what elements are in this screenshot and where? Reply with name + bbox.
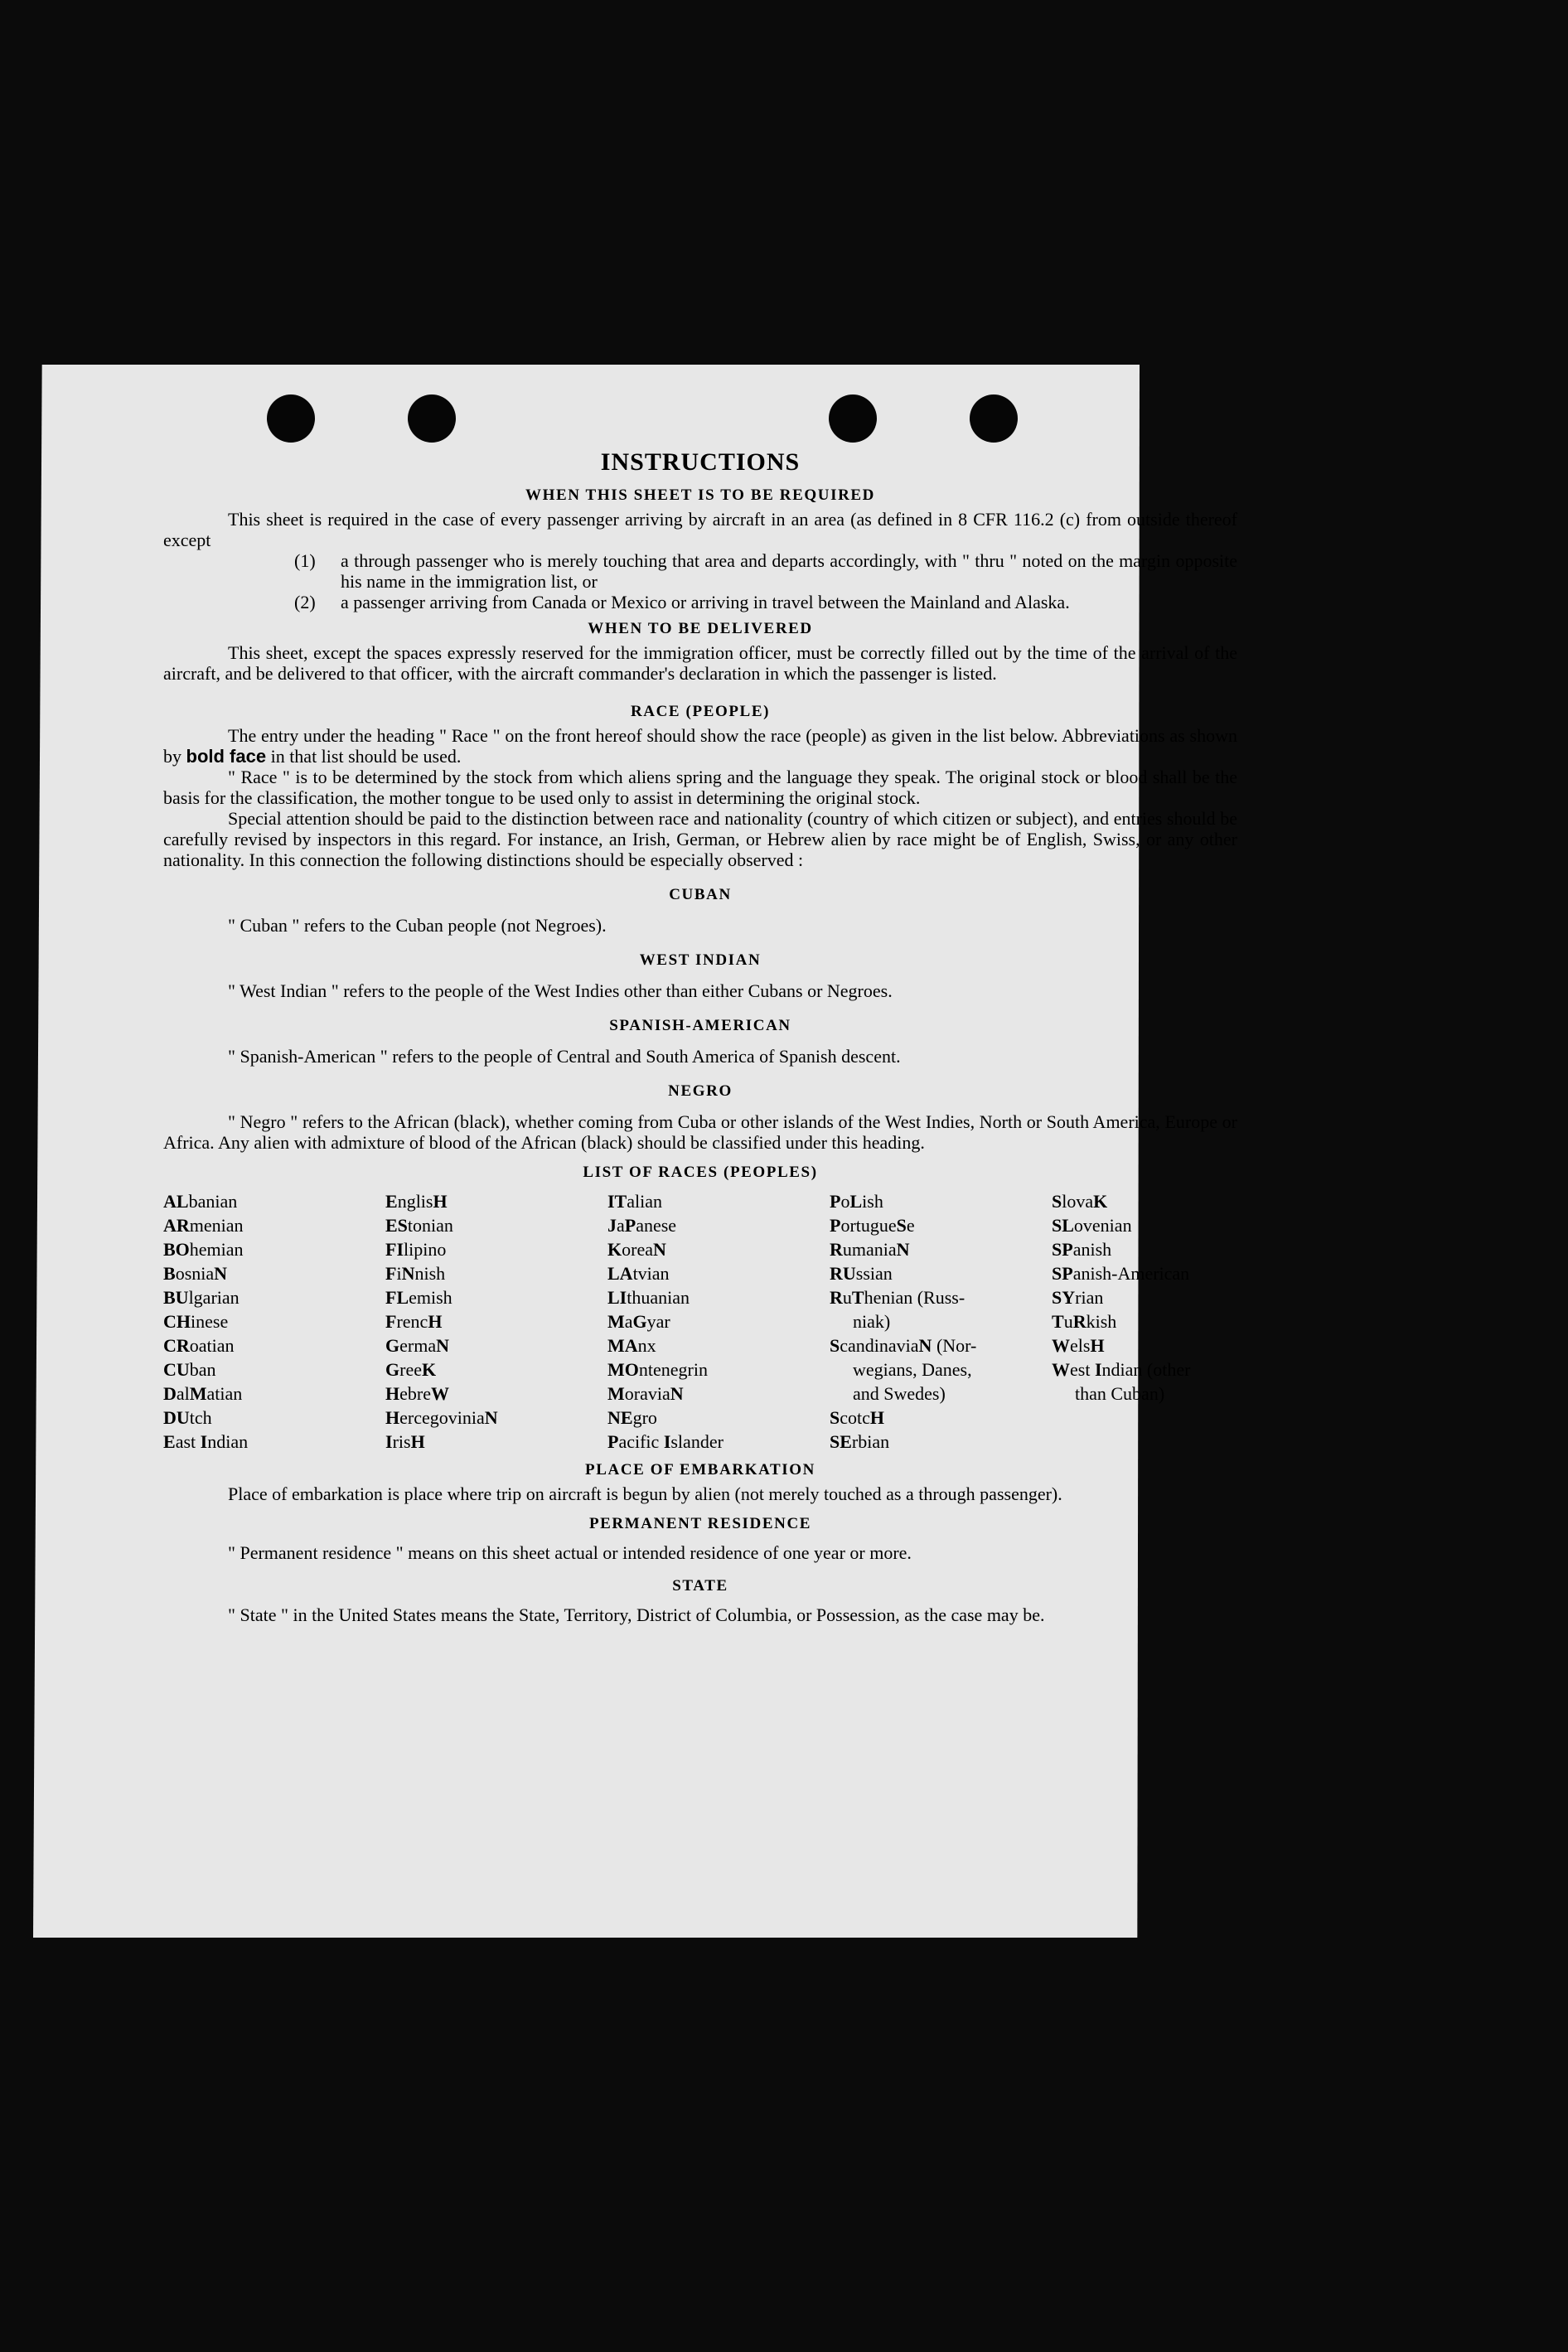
race-entry: HercegoviniaN: [385, 1407, 498, 1428]
cuban-text: " Cuban " refers to the Cuban people (not Negroes).: [228, 915, 607, 936]
race-entry: RumaniaN: [830, 1239, 910, 1260]
section-heading-west-indian: WEST INDIAN: [639, 951, 762, 969]
races-column: [163, 1189, 385, 1454]
race-entry: GermaN: [385, 1335, 449, 1356]
race-entry: FLemish: [385, 1287, 452, 1308]
state-text: " State " in the United States means the State, Territory, District of Columbia, or Possession, as the case may be.: [228, 1604, 1045, 1625]
race-entry: than Cuban): [1075, 1383, 1165, 1404]
race-text-2: " Race " is to be determined by the stock from which aliens spring and the language they speak. The original stock or blood shall be the basis for the classification, the mother tongue to be used only to assist in determining the original stock.: [163, 767, 1237, 808]
race-entry: ScotcH: [830, 1407, 885, 1428]
race-text-1: The entry under the heading " Race " on the front hereof should show the race (people) as given in the list below. Abbreviations as shown by bold face in that list should be used.: [163, 725, 1237, 767]
item-number: (2): [294, 592, 316, 612]
race-entry: niak): [853, 1311, 891, 1332]
race-entry: JaPanese: [607, 1215, 677, 1236]
race-entry: SYrian: [1052, 1287, 1104, 1308]
race-entry: WelsH: [1052, 1335, 1105, 1356]
race-entry: HebreW: [385, 1383, 449, 1404]
section-heading-embarkation: PLACE OF EMBARKATION: [585, 1461, 815, 1478]
race-entry: BosniaN: [163, 1263, 228, 1284]
race-entry: MOntenegrin: [607, 1359, 708, 1380]
race-entry: CUban: [163, 1359, 216, 1380]
race-entry: MoraviaN: [607, 1383, 684, 1404]
punch-hole: [267, 394, 315, 443]
race-entry: wegians, Danes,: [853, 1359, 972, 1380]
race-entry: SPanish-American: [1052, 1263, 1190, 1284]
races-column: [385, 1189, 607, 1454]
race-entry: East Indian: [163, 1431, 249, 1452]
race-entry: SPanish: [1052, 1239, 1112, 1260]
west-indian-text: " West Indian " refers to the people of the West Indies other than either Cubans or Negroes.: [228, 980, 893, 1001]
section-heading-cuban: CUBAN: [669, 886, 732, 903]
section-heading-race: RACE (PEOPLE): [630, 703, 771, 720]
punch-hole: [408, 394, 456, 443]
race-entry: EStonian: [385, 1215, 453, 1236]
required-text: This sheet is required in the case of every passenger arriving by aircraft in an area (as defined in 8 CFR 116.2 (c) from outside thereof except: [163, 509, 1237, 550]
item-text: a through passenger who is merely touching that area and departs accordingly, with " thru " noted on the margin opposite his name in the immigration list, or: [341, 550, 1237, 592]
instructions-content: [163, 448, 1237, 1625]
race-entry: CRoatian: [163, 1335, 235, 1356]
race-entry: ScandinaviaN (Nor-: [830, 1335, 977, 1356]
embarkation-text: Place of embarkation is place where trip on aircraft is begun by alien (not merely touched as a through passenger).: [228, 1483, 1062, 1504]
punch-hole: [829, 394, 877, 443]
negro-text: " Negro " refers to the African (black), whether coming from Cuba or other islands of the West Indies, North or South America, Europe or Africa. Any alien with admixture of blood of the African (black) should be classified under this heading.: [163, 1111, 1237, 1153]
race-entry: FIlipino: [385, 1239, 447, 1260]
race-entry: SlovaK: [1052, 1191, 1108, 1212]
race-entry: ITalian: [607, 1191, 663, 1212]
race-entry: KoreaN: [607, 1239, 666, 1260]
section-heading-spanish-american: SPANISH-AMERICAN: [609, 1017, 791, 1034]
race-entry: LIthuanian: [607, 1287, 690, 1308]
race-entry: IrisH: [385, 1431, 425, 1452]
races-column: [607, 1189, 830, 1454]
race-entry: NEgro: [607, 1407, 657, 1428]
race-entry: PoLish: [830, 1191, 883, 1212]
exception-item: [163, 592, 1237, 612]
section-heading-residence: PERMANENT RESIDENCE: [588, 1515, 812, 1532]
punch-hole: [970, 394, 1018, 443]
item-number: (1): [294, 550, 316, 571]
residence-text: " Permanent residence " means on this sheet actual or intended residence of one year or more.: [228, 1542, 912, 1563]
race-entry: DalMatian: [163, 1383, 243, 1404]
section-heading-state: STATE: [672, 1577, 728, 1595]
race-text-3: Special attention should be paid to the distinction between race and nationality (country of which citizen or subject), and entries should be carefully revised by inspectors in this regard. For instance, an Irish, German, or Hebrew alien by race might be of English, Swiss, or any other nationality. In this connection the following distinctions should be especially observed :: [163, 808, 1237, 870]
race-entry: ALbanian: [163, 1191, 238, 1212]
exception-item: [163, 550, 1237, 592]
race-entry: SLovenian: [1052, 1215, 1132, 1236]
race-entry: EnglisH: [385, 1191, 448, 1212]
race-entry: and Swedes): [853, 1383, 946, 1404]
race-entry: LAtvian: [607, 1263, 670, 1284]
race-entry: FrencH: [385, 1311, 443, 1332]
race-entry: MAnx: [607, 1335, 656, 1356]
section-heading-required: WHEN THIS SHEET IS TO BE REQUIRED: [525, 486, 876, 504]
race-entry: FiNnish: [385, 1263, 446, 1284]
delivered-text: This sheet, except the spaces expressly reserved for the immigration officer, must be correctly filled out by the time of the arrival of the aircraft, and be delivered to that officer, with the aircraft commander's declaration in which the passenger is listed.: [163, 642, 1237, 684]
races-column: [1052, 1189, 1274, 1454]
race-entry: Pacific Islander: [607, 1431, 724, 1452]
race-entry: CHinese: [163, 1311, 229, 1332]
races-list: [163, 1189, 1237, 1454]
race-entry: RuThenian (Russ-: [830, 1287, 965, 1308]
section-heading-negro: NEGRO: [668, 1082, 733, 1100]
race-entry: BUlgarian: [163, 1287, 240, 1308]
race-entry: RUssian: [830, 1263, 893, 1284]
race-entry: ARmenian: [163, 1215, 244, 1236]
race-entry: TuRkish: [1052, 1311, 1117, 1332]
races-column: [830, 1189, 1052, 1454]
spanish-american-text: " Spanish-American " refers to the people of Central and South America of Spanish descent.: [228, 1046, 901, 1067]
race-entry: GreeK: [385, 1359, 437, 1380]
race-entry: MaGyar: [607, 1311, 670, 1332]
item-text: a passenger arriving from Canada or Mexico or arriving in travel between the Mainland and Alaska.: [341, 592, 1070, 612]
bold-face-text: bold face: [186, 746, 267, 767]
race-entry: SErbian: [830, 1431, 890, 1452]
page-title: INSTRUCTIONS: [600, 448, 801, 476]
race-entry: DUtch: [163, 1407, 212, 1428]
section-heading-races: LIST OF RACES (PEOPLES): [583, 1164, 818, 1181]
race-entry: West Indian (other: [1052, 1359, 1191, 1380]
race-entry: BOhemian: [163, 1239, 244, 1260]
section-heading-delivered: WHEN TO BE DELIVERED: [588, 620, 813, 637]
race-entry: PortugueSe: [830, 1215, 915, 1236]
